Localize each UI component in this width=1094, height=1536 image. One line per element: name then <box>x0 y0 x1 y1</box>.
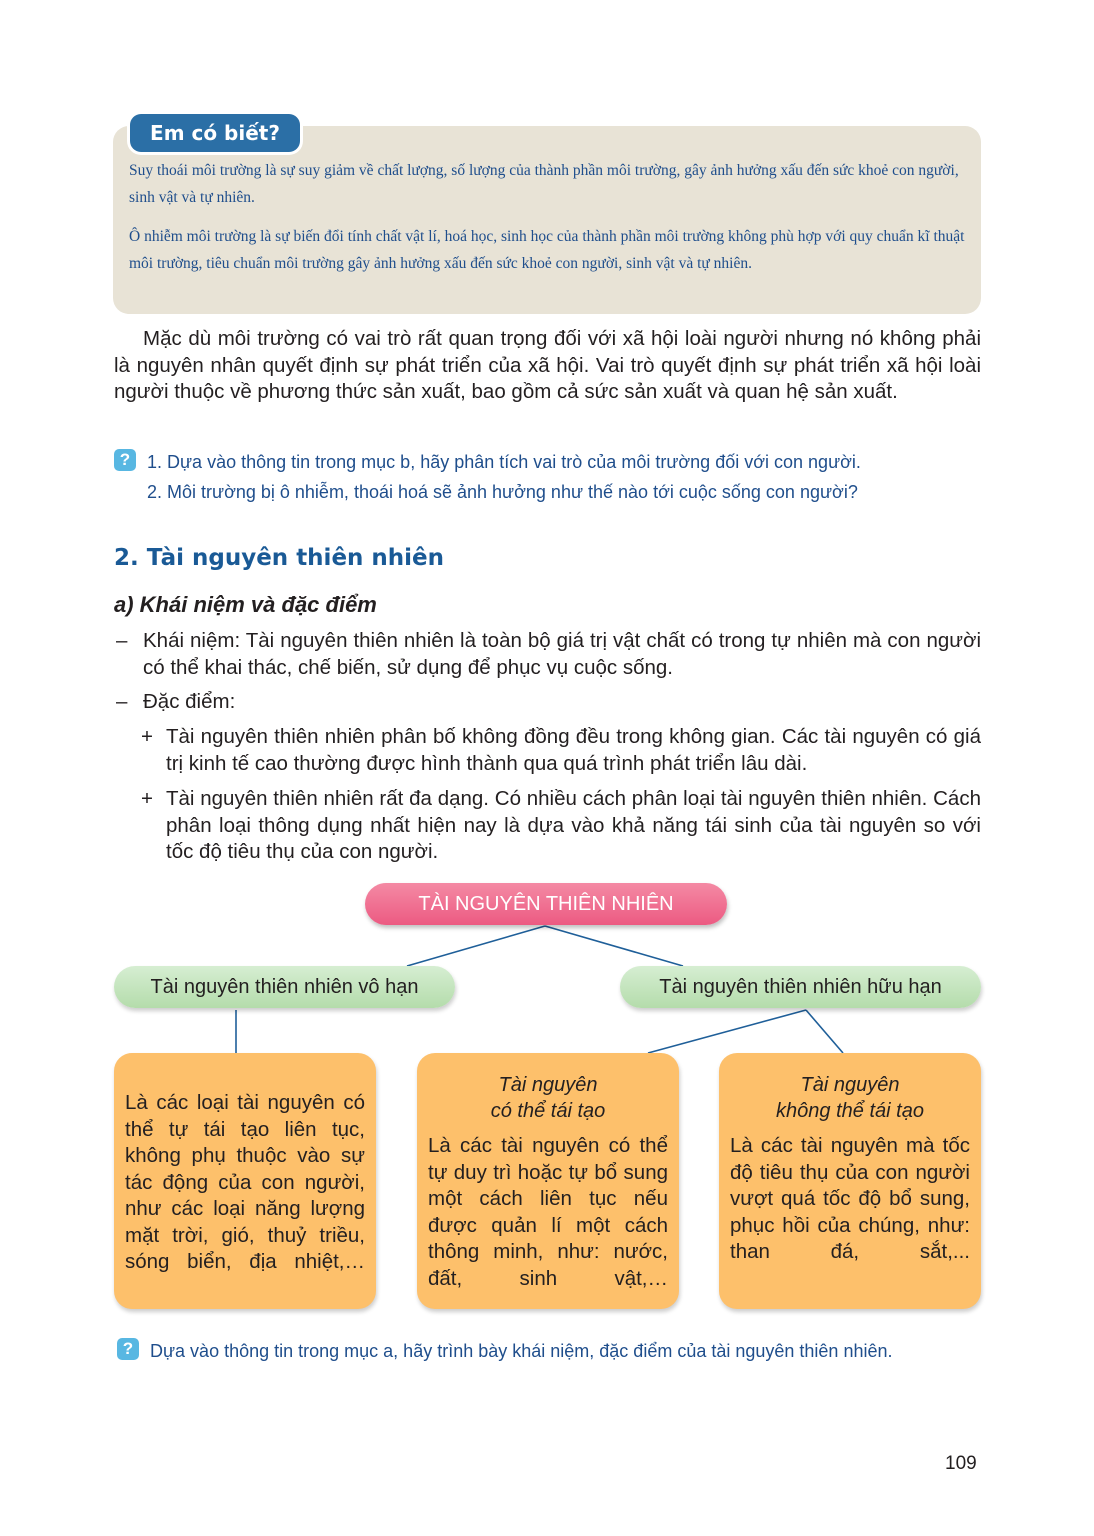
diagram-box-infinite <box>114 1053 376 1309</box>
diagram-box-renewable-text: Là các tài nguyên có thể tự duy trì hoặc tự bổ sung một cách liên tục nếu được quản lí một cách thông minh, như: nước, đất, sinh vật,… <box>428 1134 668 1290</box>
page-number: 109 <box>945 1453 977 1474</box>
concept-text: Khái niệm: Tài nguyên thiên nhiên là toàn bộ giá trị vật chất có trong tự nhiên mà con người có thể khai thác, chế biến, sử dụng để phục vụ cuộc sống. <box>143 629 981 679</box>
feature-2: Tài nguyên thiên nhiên rất đa dạng. Có nhiều cách phân loại tài nguyên thiên nhiên. Cách phân loại thông dụng nhất hiện nay là dựa vào khả năng tái sinh của tài nguyên so với tốc độ tiêu thụ của con người. <box>166 787 981 863</box>
diagram-root-node: TÀI NGUYÊN THIÊN NHIÊN <box>365 883 727 925</box>
diagram-box-infinite-text: Là các loại tài nguyên có thể tự tái tạo liên tục, không phụ thuộc vào sự tác động của con người, như các loại năng lượng mặt trời, gió, thuỷ triều, sóng biển, địa nhiệt,… <box>125 1091 365 1273</box>
question-icon: ? <box>114 449 136 471</box>
plus-bullet: + <box>141 725 153 748</box>
question-1: 1. Dựa vào thông tin trong mục b, hãy phân tích vai trò của môi trường đối với con người. <box>147 452 861 472</box>
connector-root-left <box>407 926 545 966</box>
section-title: 2. Tài nguyên thiên nhiên <box>114 545 445 571</box>
connector-right-box3 <box>806 1010 843 1053</box>
dash-bullet: – <box>116 690 128 713</box>
plus-bullet: + <box>141 787 153 810</box>
diagram-box-renewable-heading-2: có thể tái tạo <box>490 1100 606 1122</box>
diagram-box-nonrenewable <box>719 1053 981 1309</box>
subsection-title: a) Khái niệm và đặc điểm <box>114 592 377 617</box>
question-concept: Dựa vào thông tin trong mục a, hãy trình bày khái niệm, đặc điểm của tài nguyên thiên nhiên. <box>150 1341 893 1361</box>
connector-right-box2 <box>648 1010 806 1053</box>
diagram-box-nonrenewable-heading-1: Tài nguyên <box>800 1074 900 1096</box>
question-2: 2. Môi trường bị ô nhiễm, thoái hoá sẽ ảnh hưởng như thế nào tới cuộc sống con người? <box>147 482 858 502</box>
diagram-node-infinite: Tài nguyên thiên nhiên vô hạn <box>114 966 455 1008</box>
diagram-box-renewable-heading-1: Tài nguyên <box>498 1074 598 1096</box>
info-paragraph-1: Suy thoái môi trường là sự suy giảm về chất lượng, số lượng của thành phần môi trường, gây ảnh hưởng xấu đến sức khoẻ con người, sinh vật và tự nhiên. <box>129 162 959 206</box>
dash-bullet: – <box>116 629 128 652</box>
connector-root-right <box>545 926 683 966</box>
diagram-box-nonrenewable-heading-2: không thể tái tạo <box>776 1100 924 1122</box>
features-label: Đặc điểm: <box>143 690 236 713</box>
question-icon: ? <box>117 1338 139 1360</box>
body-paragraph: Mặc dù môi trường có vai trò rất quan trọng đối với xã hội loài người nhưng nó không phải là nguyên nhân quyết định sự phát triển của xã hội. Vai trò quyết định sự phát triển xã hội loài người thuộc về phương thức sản xuất, bao gồm cả sức sản xuất và quan hệ sản xuất. <box>114 327 981 403</box>
info-box-title: Em có biết? <box>130 114 300 152</box>
feature-1: Tài nguyên thiên nhiên phân bố không đồng đều trong không gian. Các tài nguyên có giá trị kinh tế cao thường được hình thành qua quá trình phát triển lâu dài. <box>166 725 981 775</box>
diagram-box-renewable <box>417 1053 679 1309</box>
diagram-node-finite: Tài nguyên thiên nhiên hữu hạn <box>620 966 981 1008</box>
info-paragraph-2: Ô nhiễm môi trường là sự biến đổi tính chất vật lí, hoá học, sinh học của thành phần môi trường không phù hợp với quy chuẩn kĩ thuật môi trường, tiêu chuẩn môi trường gây ảnh hưởng xấu đến sức khoẻ con người, sinh vật và tự nhiên. <box>129 228 965 272</box>
diagram-box-nonrenewable-text: Là các tài nguyên mà tốc độ tiêu thụ của con người vượt quá tốc độ bổ sung, phục hồi của chúng, như: than đá, sắt,... <box>730 1134 970 1263</box>
